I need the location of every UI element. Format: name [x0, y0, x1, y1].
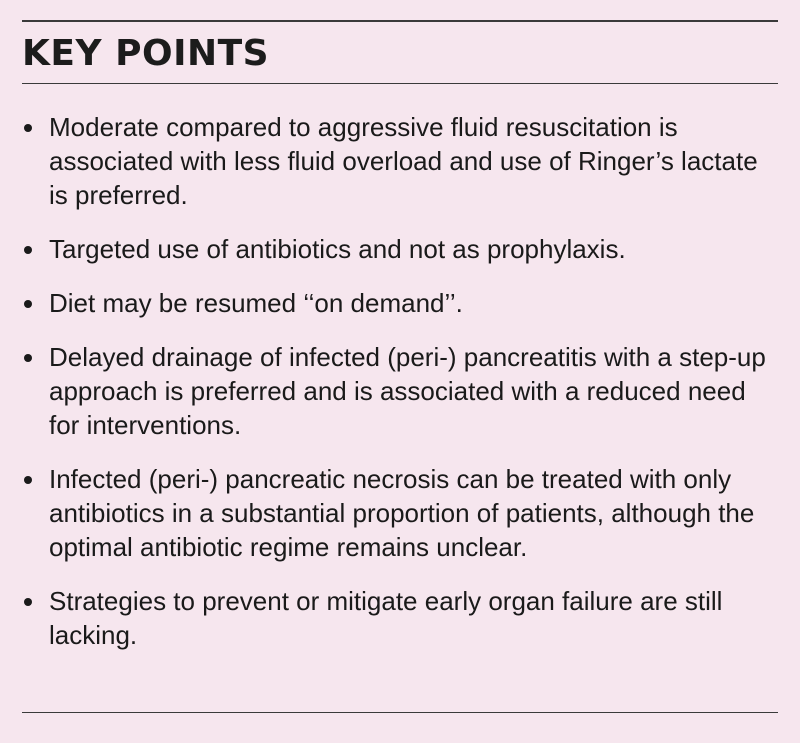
key-point [22, 584, 778, 652]
key-point-text: Moderate compared to aggressive fluid resuscitation is associated with less fluid overload and use of Ringer’s lactate is preferred. [49, 112, 758, 210]
key-point-text: Strategies to prevent or mitigate early organ failure are still lacking. [49, 586, 723, 650]
bullet-icon [24, 246, 32, 254]
key-points-list [22, 110, 778, 672]
key-point [22, 286, 778, 320]
key-point [22, 340, 778, 442]
key-point-text: Delayed drainage of infected (peri-) pancreatitis with a step-up approach is preferred and is associated with a reduced need for interventions. [49, 342, 766, 440]
key-point-text: Infected (peri-) pancreatic necrosis can be treated with only antibiotics in a substantial proportion of patients, although the optimal antibiotic regime remains unclear. [49, 464, 755, 562]
bullet-icon [24, 598, 32, 606]
bullet-icon [24, 124, 32, 132]
key-points-heading: KEY POINTS [22, 33, 270, 74]
key-point [22, 462, 778, 564]
bullet-icon [24, 476, 32, 484]
bottom-rule [22, 712, 778, 713]
key-point [22, 110, 778, 212]
bullet-icon [24, 354, 32, 362]
key-point [22, 232, 778, 266]
bullet-icon [24, 300, 32, 308]
top-rule [22, 20, 778, 22]
heading-divider [22, 83, 778, 84]
key-point-text: Diet may be resumed ‘‘on demand’’. [49, 288, 463, 318]
key-point-text: Targeted use of antibiotics and not as prophylaxis. [49, 234, 626, 264]
